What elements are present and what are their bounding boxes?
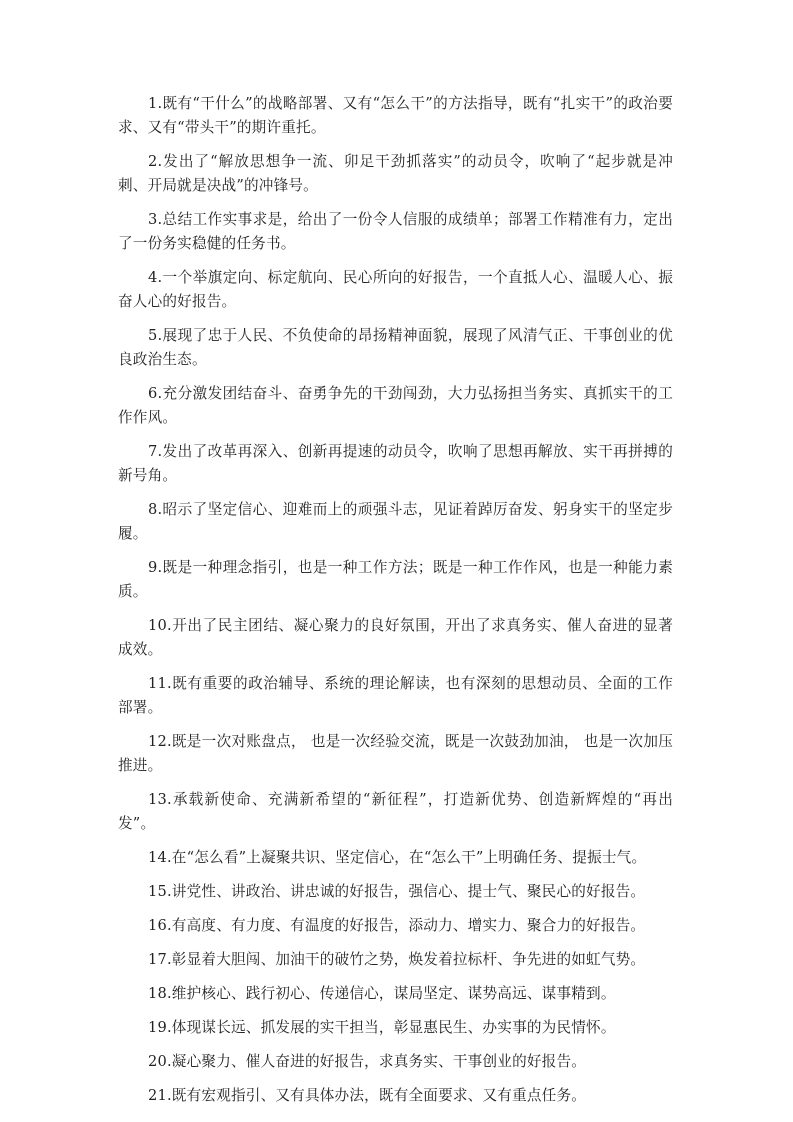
list-item: 5.展现了忠于人民、不负使命的昂扬精神面貌，展现了风清气正、干事创业的优良政治生态。 bbox=[118, 327, 673, 368]
list-item: 13.承载新使命、充满新希望的“新征程”，打造新优势、创造新辉煌的“再出发”。 bbox=[118, 791, 673, 832]
list-item: 4.一个举旗定向、标定航向、民心所向的好报告，一个直抵人心、温暖人心、振奋人心的好报告。 bbox=[118, 269, 673, 310]
list-item: 16.有高度、有力度、有温度的好报告，添动力、增实力、聚合力的好报告。 bbox=[148, 917, 646, 934]
list-item: 19.体现谋长远、抓发展的实干担当，彰显惠民生、办实事的为民情怀。 bbox=[148, 1019, 616, 1036]
list-item: 10.开出了民主团结、凝心聚力的良好氛围，开出了求真务实、催人奋进的显著成效。 bbox=[118, 617, 673, 658]
list-item: 7.发出了改革再深入、创新再提速的动员令，吹响了思想再解放、实干再拼搏的新号角。 bbox=[118, 443, 673, 484]
list-item: 18.维护核心、践行初心、传递信心，谋局坚定、谋势高远、谋事精到。 bbox=[148, 985, 616, 1002]
list-item: 1.既有“干什么”的战略部署、又有“怎么干”的方法指导，既有“扎实干”的政治要求、又有“带头干”的期许重托。 bbox=[118, 95, 673, 136]
list-item: 12.既是一次对账盘点， 也是一次经验交流，既是一次鼓劲加油， 也是一次加压推进。 bbox=[118, 733, 673, 774]
list-item: 11.既有重要的政治辅导、系统的理论解读，也有深刻的思想动员、全面的工作部署。 bbox=[118, 675, 673, 716]
list-item: 17.彰显着大胆闯、加油干的破竹之势，焕发着拉标杆、争先进的如虹气势。 bbox=[148, 951, 646, 968]
list-item: 8.昭示了坚定信心、迎难而上的顽强斗志，见证着踔厉奋发、躬身实干的坚定步履。 bbox=[118, 501, 673, 542]
list-item: 21.既有宏观指引、又有具体办法，既有全面要求、又有重点任务。 bbox=[148, 1087, 587, 1104]
list-item: 3.总结工作实事求是，给出了一份令人信服的成绩单；部署工作精准有力，定出了一份务实稳健的任务书。 bbox=[118, 211, 673, 252]
list-item: 9.既是一种理念指引，也是一种工作方法；既是一种工作作风，也是一种能力素质。 bbox=[118, 559, 673, 600]
list-item: 2.发出了“解放思想争一流、卯足干劲抓落实”的动员令，吹响了“起步就是冲刺、开局就是决战”的冲锋号。 bbox=[118, 153, 673, 194]
list-item: 14.在“怎么看”上凝聚共识、坚定信心，在“怎么干”上明确任务、提振士气。 bbox=[148, 849, 647, 866]
list-item: 15.讲党性、讲政治、讲忠诚的好报告，强信心、提士气、聚民心的好报告。 bbox=[148, 883, 646, 900]
list-item: 6.充分激发团结奋斗、奋勇争先的干劲闯劲，大力弘扬担当务实、真抓实干的工作作风。 bbox=[118, 385, 673, 426]
list-item: 20.凝心聚力、催人奋进的好报告，求真务实、干事创业的好报告。 bbox=[148, 1053, 587, 1070]
